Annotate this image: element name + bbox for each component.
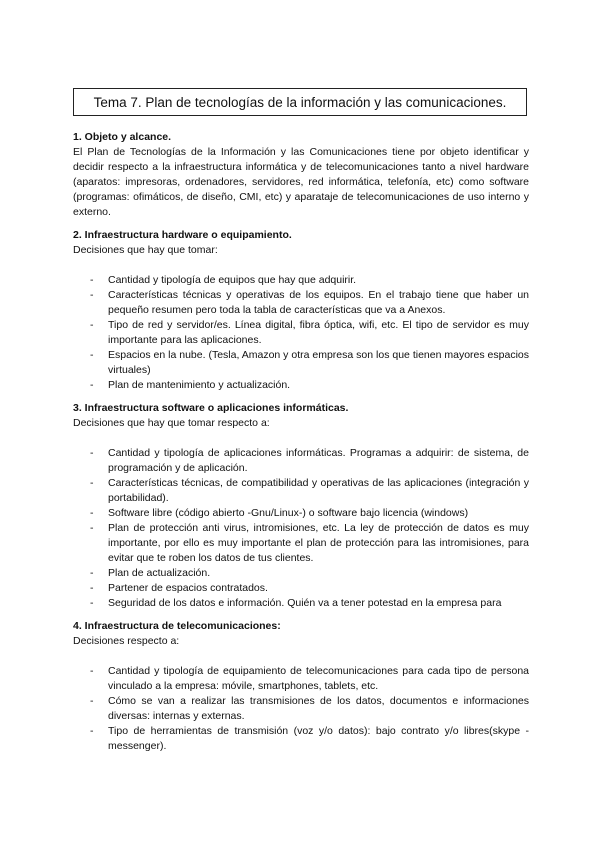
list-item: - Plan de actualización.: [73, 566, 529, 581]
section-heading: 1. Objeto y alcance.: [73, 131, 172, 143]
list-item: - Cómo se van a realizar las transmisiones de los datos, documentos e informaciones diversas: internas y externas.: [73, 694, 529, 724]
list-item: - Características técnicas y operativas de los equipos. En el trabajo tiene que haber un pequeño resumen pero toda la tabla de características que va a Anexos.: [73, 288, 529, 318]
bullet-list: [73, 446, 529, 611]
title-box: [73, 88, 527, 116]
section-intro: Decisiones respecto a:: [73, 635, 180, 647]
list-item: - Plan de mantenimiento y actualización.: [73, 378, 529, 393]
section-hardware: [73, 228, 529, 393]
list-item: - Plan de protección anti virus, intromisiones, etc. La ley de protección de datos es muy importante, por ello es muy importante el plan de protección para las intromisiones, para evitar que te roben los datos de tus clientes.: [73, 521, 529, 566]
section-telecom: [73, 619, 529, 754]
section-objeto: [73, 130, 529, 220]
bullet-list: [73, 273, 529, 393]
section-heading: 4. Infraestructura de telecomunicaciones:: [73, 620, 281, 632]
list-item: - Cantidad y tipología de equipos que hay que adquirir.: [73, 273, 529, 288]
section-intro: Decisiones que hay que tomar:: [73, 244, 218, 256]
section-heading: 3. Infraestructura software o aplicaciones informáticas.: [73, 402, 349, 414]
list-item: - Tipo de red y servidor/es. Línea digital, fibra óptica, wifi, etc. El tipo de servidor es muy importante para las aplicaciones.: [73, 318, 529, 348]
list-item: - Cantidad y tipología de equipamiento de telecomunicaciones para cada tipo de persona vinculado a la empresa: móvile, smartphones, tablets, etc.: [73, 664, 529, 694]
list-item: - Partener de espacios contratados.: [73, 581, 529, 596]
document-body: [73, 130, 529, 762]
section-heading: 2. Infraestructura hardware o equipamiento.: [73, 229, 292, 241]
list-item: - Características técnicas, de compatibilidad y operativas de las aplicaciones (integración y portabilidad).: [73, 476, 529, 506]
list-item: - Software libre (código abierto -Gnu/Linux-) o software bajo licencia (windows): [73, 506, 529, 521]
list-item: - Espacios en la nube. (Tesla, Amazon y otra empresa son los que tienen mayores espacios virtuales): [73, 348, 529, 378]
section-software: [73, 401, 529, 611]
section-intro: Decisiones que hay que tomar respecto a:: [73, 417, 270, 429]
list-item: - Seguridad de los datos e información. Quién va a tener potestad en la empresa para: [73, 596, 529, 611]
list-item: - Tipo de herramientas de transmisión (voz y/o datos): bajo contrato y/o libres(skype - messenger).: [73, 724, 529, 754]
list-item: - Cantidad y tipología de aplicaciones informáticas. Programas a adquirir: de sistema, de programación y de aplicación.: [73, 446, 529, 476]
bullet-list: [73, 664, 529, 754]
section-paragraph: El Plan de Tecnologías de la Información y las Comunicaciones tiene por objeto identificar y decidir respecto a la infraestructura informática y de telecomunicaciones tanto a nivel hardware (aparatos: impresoras, ordenadores, servidores, red informática, telefonía, etc) como software (programas: ofimáticos, de diseño, CMI, etc) y aparataje de telecomunicaciones de uso interno y externo.: [73, 146, 529, 218]
page-title: Tema 7. Plan de tecnologías de la información y las comunicaciones.: [93, 94, 507, 110]
